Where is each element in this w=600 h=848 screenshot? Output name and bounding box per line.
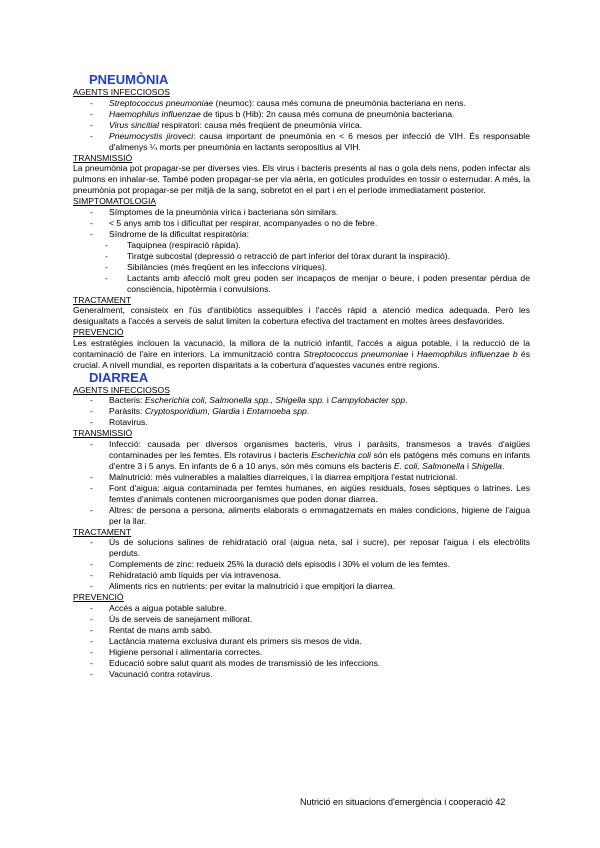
paragraph-prevencio: Les estratègies inclouen la vacunació, la millora de la nutrició infantil, l'accés a aigua potable, i la reducció de la contaminació de l'aire en interiors. La immunització contra Streptococcus pneumoniae i Haemophilus influenzae b és crucial. A nivell mundial, es reporten disparitats a la cobertura d'aquestes vacunes entre regions. [73,337,530,370]
document-body [73,73,530,680]
list-item: - Font d'aigua: aigua contaminada per femtes humanes, en aigües residuals, foses sèptiques o latrines. Les femtes d'animals contenen microorganismes que poden donar diarrea. [73,483,530,505]
agents-list [73,395,530,428]
list-item: - Altres: de persona a persona, aliments elaborats o emmagatzemats en males condicions, higiene de l'aigua per la llar. [73,505,530,527]
heading-tractament: TRACTAMENT [73,526,132,537]
list-item: - Bacteris: Escherichia coli, Salmonella spp., Shigella spp. i Campylobacter spp. [73,395,530,406]
heading-prevencio: PREVENCIÓ [73,592,124,602]
heading-simptomatologia: SIMPTOMATOLOGIA [73,196,157,206]
list-item: - < 5 anys amb tos i dificultat per respirar, acompanyades o no de febre. [73,218,530,229]
list-item: - Higiene personal i alimentaria correctes. [73,647,530,658]
list-item: - Paràsits: Cryptosporidium, Giardia i Entamoeba spp. [73,406,530,417]
agents-list [73,98,530,153]
section-title-pneumonia: PNEUMÒNIA [89,72,169,87]
page-footer: Nutrició en situacions d'emergència i cooperació 42 [300,797,506,807]
prevention-list [73,603,530,680]
list-item: - Aliments rics en nutrients: per evitar la malnutrició i que empitjori la diarrea. [73,581,530,592]
paragraph-transmissio: La pneumònia pot propagar-se per diverses vies. Els virus i bacteris presents al nas o gola dels nens, poden infectar als pulmons en inhalar-se. També poden propagar-se per via aèria, en gotícules produïdes en tossir o esternudar. A més, la pneumònia pot propagar-se per mitjà de la sang, sobretot en el part i en el període immediatament posterior. [73,163,530,195]
list-item: - Rotavirus. [73,417,530,428]
list-item: - Lactància materna exclusiva durant els primers sis mesos de vida. [73,636,530,647]
list-item: - Educació sobre salut quant als modes de transmissió de les infeccions. [73,658,530,669]
section-title-diarrea: DIARREA [89,369,149,385]
heading-tractament: TRACTAMENT [73,294,132,305]
heading-agents: AGENTS INFECCIOSOS [73,87,170,97]
list-item: - Accés a aigua potable salubre. [73,603,530,614]
heading-agents: AGENTS INFECCIOSOS [73,384,170,395]
list-item: - Taquipnea (respiració ràpida). [73,240,530,251]
list-item: - Haemophilus influenzae de tipus b (Hib): 2n causa més comuna de pneumònia bacteriana. [73,109,530,120]
treatment-list [73,537,530,592]
list-item: - Streptococcus pneumoniae (neumoc): causa més comuna de pneumònia bacteriana en nens. [73,98,530,109]
respiratory-distress-list [73,240,530,295]
list-item: - Virus sincitial respiratori: causa més freqüent de pneumònia vírica. [73,120,530,131]
heading-transmissio: TRANSMISSIÓ [73,428,133,438]
transmission-list [73,439,530,527]
list-item: - Sibilàncies (més freqüent en les infeccions víriques). [73,262,530,273]
list-item: - Lactants amb afecció molt greu poden ser incapaços de menjar o beure, i poden presentar pèrdua de consciència, hipotèrmia i convulsions. [73,273,530,295]
list-item: - Vacunació contra rotavirus. [73,669,530,680]
list-item: - Infecció: causada per diversos organismes bacteris, virus i paràsits, transmesos a través d'aigües contaminades per les femtes. Els rotavirus i bacteris Escherichia coli són els patògens més comuns en infants d'entre 3 i 5 anys. En infants de 6 a 10 anys, són més comuns els bacteris E. coli, Salmonella i Shigella. [73,439,530,472]
list-item: - Tiratge subcostal (depressió o retracció de part inferior del tòrax durant la inspiració). [73,251,530,262]
heading-prevencio: PREVENCIÓ [73,327,124,337]
list-item: - Rehidratació amb líquids per via intravenosa. [73,570,530,581]
list-item: - Ús de solucions salines de rehidratació oral (aigua neta, sal i sucre), per reposar l'aigua i els electròlits perduts. [73,537,530,559]
list-item: - Síndrome de la dificultat respiratòria: - Taquipnea (respiració ràpida). - Tiratge subcostal (depressió o retracció de part inferior del tòrax durant la inspiració). - Sibilàncies (més freqüent en les infeccions víriques). - Lactants amb afecció molt greu poden ser incapaços de menjar o beure, i poden presentar pèrdua de consciència, hipotèrmia i convulsions. [73,229,530,295]
paragraph-tractament: Generalment, consisteix en l'ús d'antibiòtics assequibles i l'accés ràpid a atenció medica adequada. Però les desigualtats a l'accés a serveis de salut limiten la cobertura efectiva del tractament en moltes àrees desfavorides. [73,305,530,326]
list-item: - Ús de serveis de sanejament millorat. [73,614,530,625]
symptoms-list [73,207,530,295]
list-item: - Malnutrició: més vulnerables a malalties diarreiques, i la diarrea empitjora l'estat nutricional. [73,472,530,483]
list-item: - Símptomes de la pneumònia vírica i bacteriana són similars. [73,207,530,218]
heading-transmissio: TRANSMISSIÓ [73,152,133,163]
list-item: - Rentat de mans amb sabó. [73,625,530,636]
list-item: - Complements de zinc: redueix 25% la duració dels episodis i 30% el volum de les femtes. [73,559,530,570]
list-item: - Pneumocystis jiroveci: causa important de pneumònia en < 6 mesos per infecció de VIH. És responsable d'almenys ¼ morts per pneumònia en lactants seropositius al VIH. [73,131,530,153]
